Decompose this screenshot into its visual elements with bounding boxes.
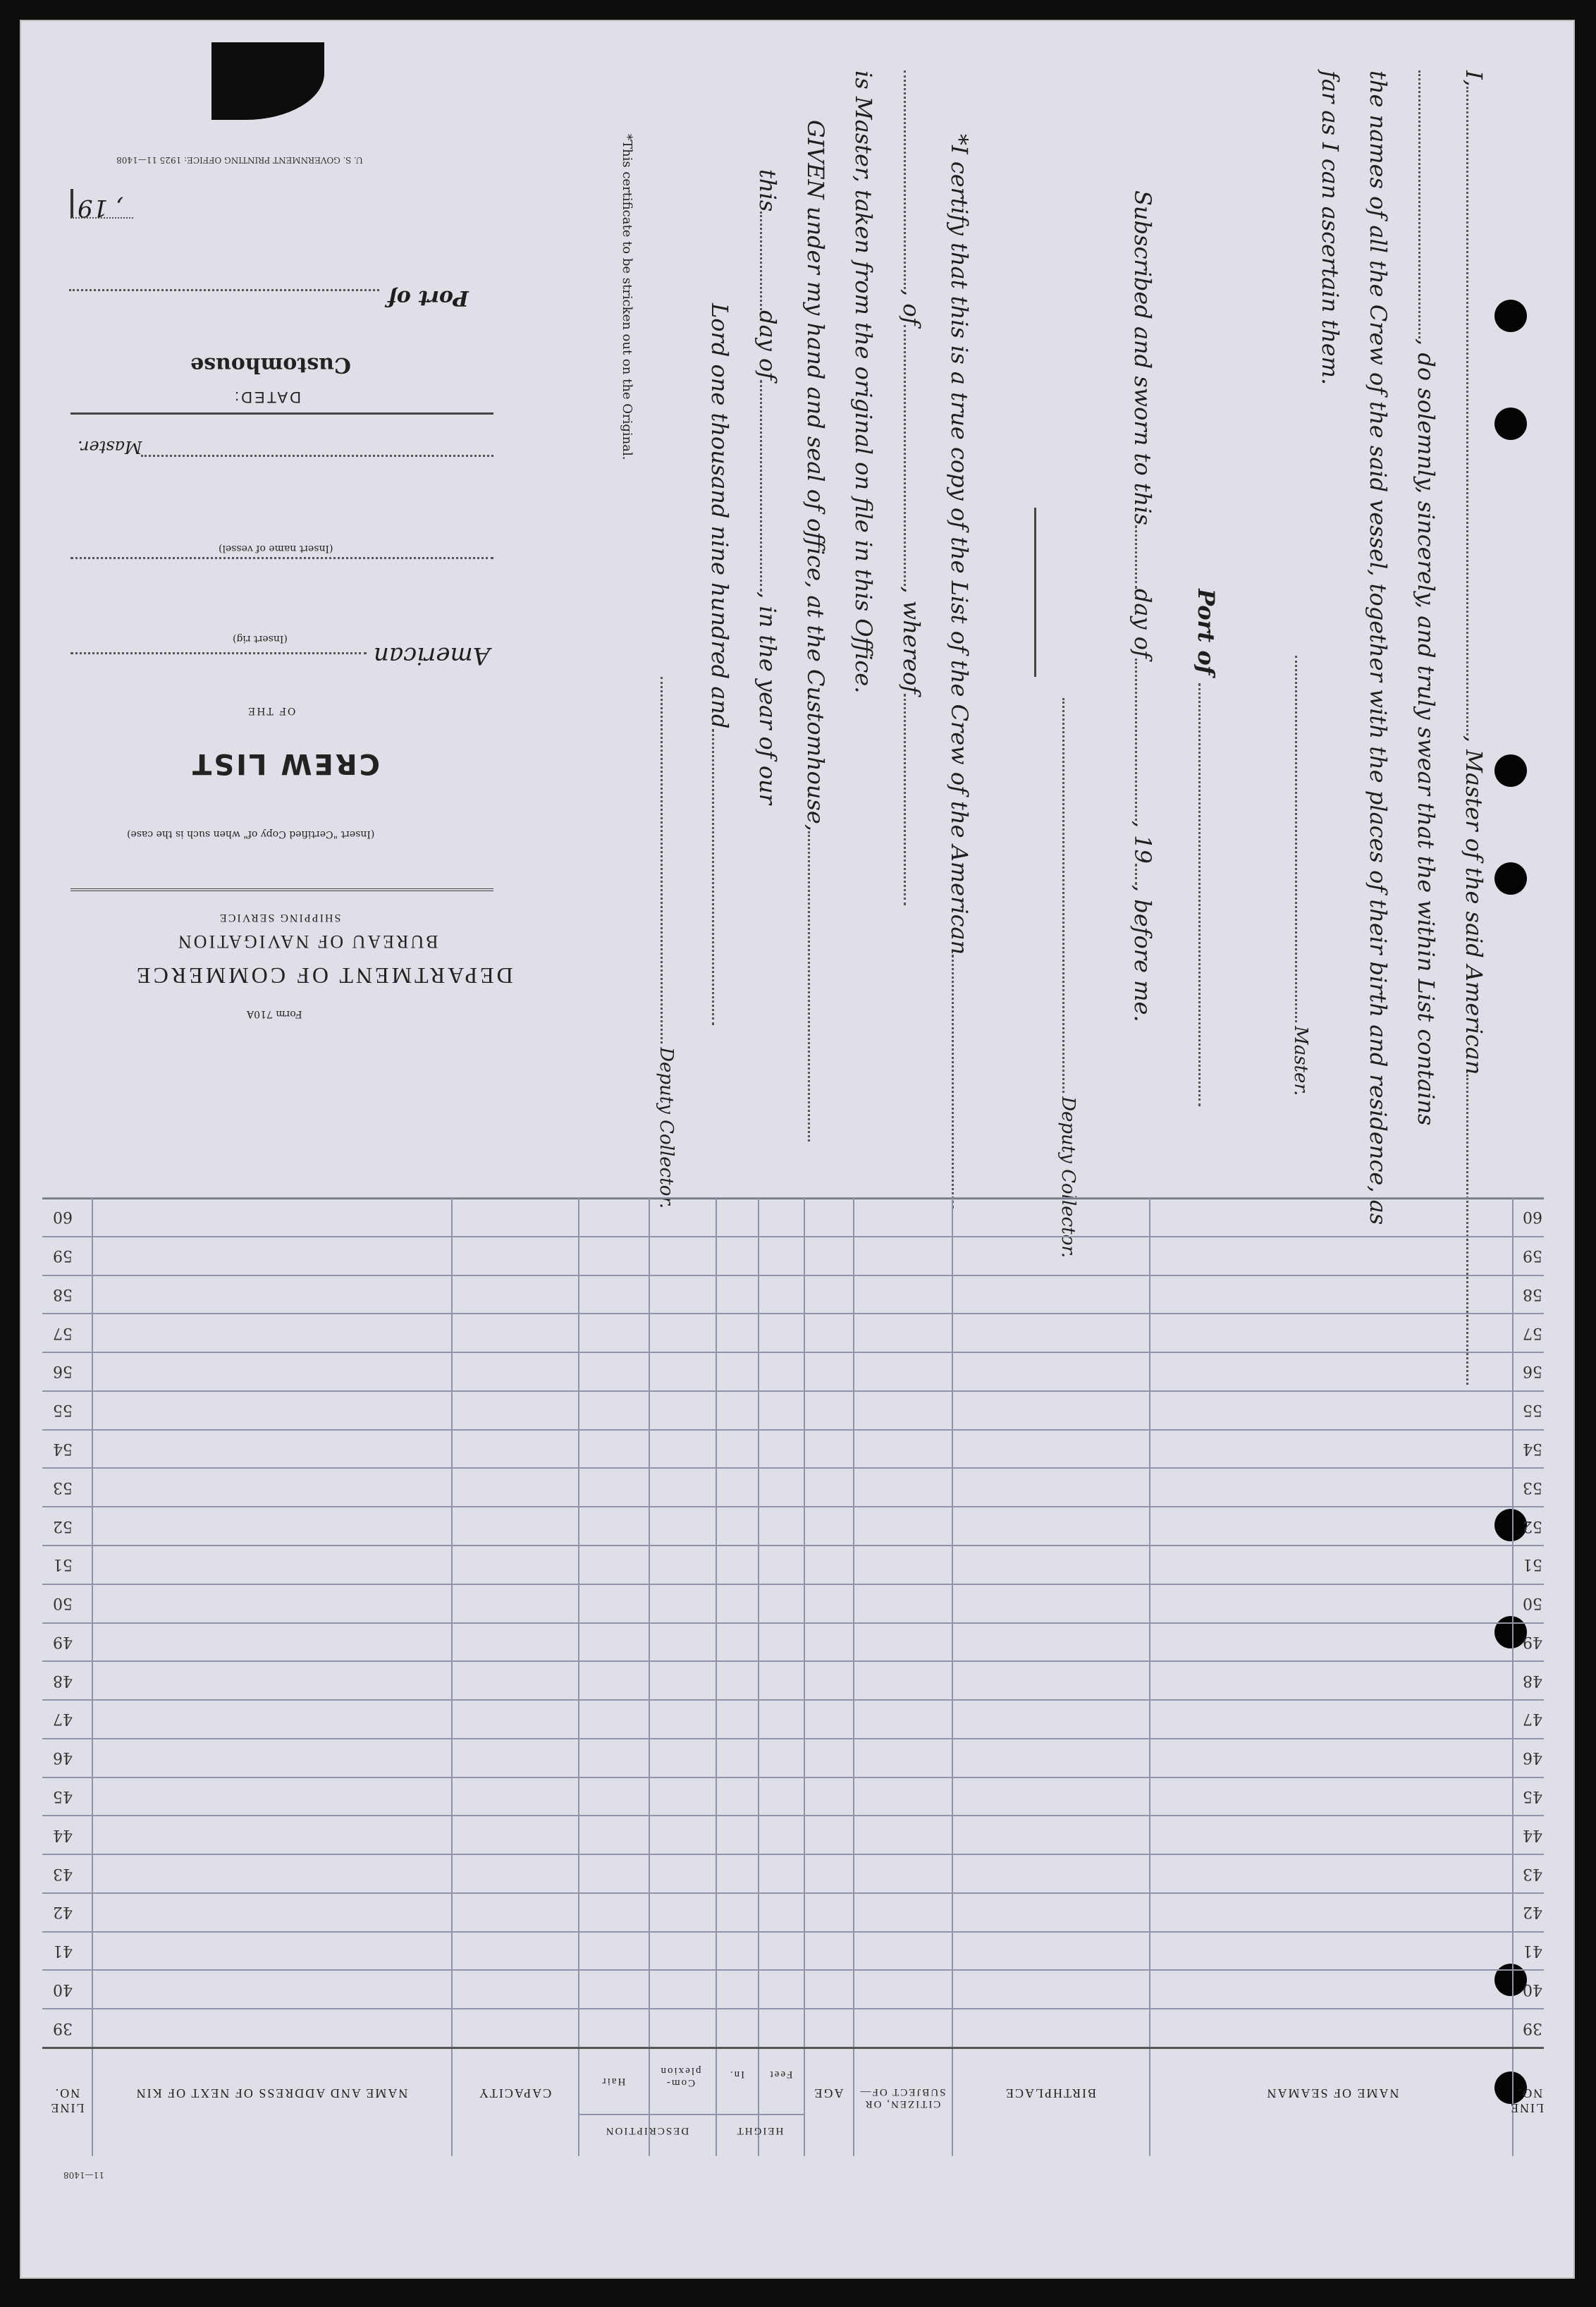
deputy-collector-2: Deputy Collector. bbox=[656, 1047, 677, 1209]
table-row-divider bbox=[42, 1699, 1544, 1701]
table-row-divider bbox=[42, 1815, 1544, 1816]
master-label: Master. bbox=[1290, 1026, 1311, 1096]
column-header-name: NAME OF SEAMAN bbox=[1265, 2086, 1399, 2100]
table-column-divider bbox=[451, 1197, 453, 2156]
column-header-next-of-kin: NAME AND ADDRESS OF NEXT OF KIN bbox=[135, 2086, 408, 2100]
given-text: GIVEN under my hand and seal of office, at the Customhouse, bbox=[802, 120, 829, 832]
footnote: *This certificate to be stricken out on the Original. bbox=[620, 134, 634, 460]
column-header-feet: Feet bbox=[768, 2069, 793, 2080]
line-number-left: 60 bbox=[53, 1208, 73, 1226]
port-of-oath bbox=[1193, 589, 1220, 1106]
year-of-our-text: , in the year of our bbox=[754, 592, 781, 804]
line-number-right: 57 bbox=[1523, 1323, 1542, 1342]
line-number-right: 55 bbox=[1523, 1401, 1542, 1419]
certify-text-1: *I certify that this is a true copy of the List of the Crew of the American bbox=[946, 134, 973, 955]
subscribed-line bbox=[1129, 190, 1156, 1022]
footer-code: 11—1408 bbox=[63, 2170, 104, 2180]
line-number-right: 51 bbox=[1523, 1555, 1542, 1574]
crew-list-title: CREW LIST bbox=[190, 747, 380, 780]
line-number-left: 58 bbox=[53, 1285, 73, 1303]
port-of-oath-label: Port of bbox=[1193, 589, 1220, 675]
certify-line-2 bbox=[898, 71, 925, 905]
deputy-collector-1: Deputy Collector. bbox=[1057, 1096, 1079, 1259]
line-number-left: 54 bbox=[53, 1440, 73, 1458]
line-number-right: 45 bbox=[1523, 1787, 1542, 1805]
line-number-right: 44 bbox=[1523, 1825, 1542, 1844]
column-header-line-no-right: LINE NO. bbox=[1509, 2086, 1544, 2115]
year-text: , 19 bbox=[1129, 820, 1156, 864]
line-number-left: 56 bbox=[53, 1362, 73, 1381]
line-number-left: 57 bbox=[53, 1323, 73, 1342]
table-column-divider bbox=[804, 1197, 805, 2156]
line-number-left: 53 bbox=[53, 1478, 73, 1496]
table-row-divider bbox=[42, 1738, 1544, 1739]
oath-line-1 bbox=[1461, 71, 1487, 1385]
oath-line-3 bbox=[1365, 71, 1392, 1225]
table-row-divider bbox=[42, 1197, 1544, 1199]
shipping-service: SHIPPING SERVICE bbox=[219, 912, 341, 924]
subscribed-text: Subscribed and sworn to this bbox=[1129, 190, 1156, 525]
punch-hole bbox=[1494, 862, 1527, 895]
divider-rule bbox=[1034, 508, 1036, 677]
line-number-left: 49 bbox=[53, 1632, 73, 1651]
deputy-signature-2 bbox=[656, 677, 677, 1208]
of-the: OF THE bbox=[247, 705, 296, 716]
department-name: DEPARTMENT OF COMMERCE bbox=[134, 963, 513, 989]
table-column-divider bbox=[649, 1197, 650, 2156]
line-number-left: 39 bbox=[53, 2019, 73, 2037]
master-back: Master. bbox=[78, 437, 142, 457]
column-header-hair: Hair bbox=[601, 2076, 626, 2087]
punch-hole bbox=[1494, 754, 1527, 787]
table-row-divider bbox=[42, 1275, 1544, 1276]
table-row-divider bbox=[42, 1584, 1544, 1585]
this-text: this bbox=[754, 169, 781, 212]
certify-line-6 bbox=[706, 303, 733, 1025]
table-row-divider bbox=[42, 1892, 1544, 1894]
table-column-divider bbox=[758, 1197, 759, 2156]
table-row-divider bbox=[42, 1352, 1544, 1353]
line-number-right: 50 bbox=[1523, 1594, 1542, 1613]
column-header-complexion: Com- plexion bbox=[659, 2065, 701, 2088]
american-back: American bbox=[374, 642, 491, 670]
column-header-inches: In. bbox=[728, 2069, 745, 2080]
column-header-age: AGE bbox=[813, 2086, 844, 2100]
line-number-left: 55 bbox=[53, 1401, 73, 1419]
customhouse-label: Customhouse bbox=[190, 353, 351, 377]
column-header-height: HEIGHT bbox=[735, 2125, 784, 2136]
table-column-divider bbox=[952, 1197, 953, 2156]
bureau-name: BUREAU OF NAVIGATION bbox=[176, 931, 438, 952]
column-header-capacity: CAPACITY bbox=[477, 2086, 552, 2100]
line-number-right: 46 bbox=[1523, 1749, 1542, 1767]
line-number-right: 47 bbox=[1523, 1710, 1542, 1728]
line-number-right: 59 bbox=[1523, 1247, 1542, 1265]
crew-list-sheet bbox=[20, 20, 1575, 2279]
form-number: Form 710A bbox=[247, 1008, 302, 1020]
table-row-divider bbox=[42, 1969, 1544, 1971]
column-header-birthplace: BIRTHPLACE bbox=[1005, 2086, 1096, 2100]
crew-table bbox=[42, 1197, 1544, 2180]
table-column-divider bbox=[716, 1197, 717, 2156]
certify-whereof: , whereof bbox=[898, 586, 925, 694]
line-number-right: 60 bbox=[1523, 1208, 1542, 1226]
line-number-right: 39 bbox=[1523, 2019, 1542, 2037]
line-number-right: 48 bbox=[1523, 1671, 1542, 1689]
line-number-left: 47 bbox=[53, 1710, 73, 1728]
line-number-right: 49 bbox=[1523, 1632, 1542, 1651]
table-row-divider bbox=[42, 1545, 1544, 1546]
table-column-divider bbox=[1149, 1197, 1150, 2156]
certify-of: , of bbox=[898, 289, 925, 326]
table-row-divider bbox=[42, 1467, 1544, 1469]
printing-office: U. S. GOVERNMENT PRINTING OFFICE: 1925 11—1408 bbox=[116, 155, 363, 165]
day-of-text-2: day of bbox=[754, 310, 781, 381]
line-number-left: 52 bbox=[53, 1517, 73, 1535]
title-rule bbox=[70, 888, 493, 894]
line-number-left: 46 bbox=[53, 1749, 73, 1767]
lord-text: Lord one thousand nine hundred and bbox=[706, 303, 733, 729]
certify-line-3 bbox=[850, 71, 877, 693]
insert-rig: (Insert rig) bbox=[233, 633, 288, 644]
oath-names: the names of all the Crew of the said vessel, together with the places of their birth and residence, as bbox=[1365, 71, 1392, 1225]
punch-hole bbox=[1494, 408, 1527, 440]
line-number-left: 43 bbox=[53, 1864, 73, 1883]
punch-hole bbox=[1494, 300, 1527, 332]
certify-line-5 bbox=[754, 169, 781, 804]
table-row-divider bbox=[42, 1506, 1544, 1507]
certify-text-3: is Master, taken from the original on file in this Office. bbox=[850, 71, 877, 694]
dated-rule bbox=[70, 412, 493, 415]
vessel-line bbox=[70, 557, 493, 559]
table-row-divider bbox=[42, 1390, 1544, 1392]
line-number-left: 45 bbox=[53, 1787, 73, 1805]
master-back-line bbox=[141, 455, 493, 457]
table-column-divider bbox=[1512, 1197, 1514, 2156]
line-number-right: 42 bbox=[1523, 1903, 1542, 1921]
table-row-divider bbox=[42, 1854, 1544, 1855]
table-row-divider bbox=[42, 1622, 1544, 1624]
line-number-right: 40 bbox=[1523, 1980, 1542, 1998]
column-header-line-no: LINE NO. bbox=[49, 2086, 85, 2115]
port-of-back: Port of bbox=[388, 286, 469, 310]
certified-note: (Insert "Certified Copy of" when such is the case) bbox=[127, 828, 375, 840]
line-number-left: 40 bbox=[53, 1980, 73, 1998]
line-number-right: 53 bbox=[1523, 1478, 1542, 1496]
column-header-description: DESCRIPTION bbox=[604, 2125, 689, 2136]
before-me-text: , before me. bbox=[1129, 884, 1156, 1022]
line-number-left: 44 bbox=[53, 1825, 73, 1844]
table-row-divider bbox=[42, 1429, 1544, 1431]
column-header-citizen: CITIZEN, OR SUBJECT OF— bbox=[859, 2086, 946, 2110]
line-number-left: 59 bbox=[53, 1247, 73, 1265]
deputy-signature-1 bbox=[1057, 698, 1079, 1258]
line-number-right: 52 bbox=[1523, 1517, 1542, 1535]
line-number-right: 43 bbox=[1523, 1864, 1542, 1883]
certify-line-4 bbox=[802, 120, 829, 1142]
insert-vessel: (Insert name of vessel) bbox=[219, 543, 333, 554]
line-number-left: 50 bbox=[53, 1594, 73, 1613]
oath-i: I, bbox=[1461, 71, 1487, 87]
table-column-divider bbox=[853, 1197, 854, 2156]
oath-line-2 bbox=[1413, 71, 1440, 1125]
line-number-left: 48 bbox=[53, 1671, 73, 1689]
line-number-right: 41 bbox=[1523, 1942, 1542, 1960]
year-19: , 19 bbox=[78, 194, 123, 222]
year-underline bbox=[70, 189, 133, 219]
line-number-left: 51 bbox=[53, 1555, 73, 1574]
port-line-back bbox=[69, 289, 379, 291]
certify-line-1 bbox=[946, 134, 973, 1208]
table-column-divider bbox=[92, 1197, 93, 2156]
oath-ascertain: far as I can ascertain them. bbox=[1317, 71, 1344, 386]
day-of-text: day of bbox=[1129, 588, 1156, 659]
dated-label: DATED: bbox=[233, 388, 302, 406]
line-number-right: 56 bbox=[1523, 1362, 1542, 1381]
line-number-left: 42 bbox=[53, 1903, 73, 1921]
table-column-divider bbox=[578, 1197, 579, 2156]
line-number-right: 54 bbox=[1523, 1440, 1542, 1458]
line-number-right: 58 bbox=[1523, 1285, 1542, 1303]
line-number-left: 41 bbox=[53, 1942, 73, 1960]
rig-line bbox=[70, 652, 367, 654]
table-row-divider bbox=[42, 2008, 1544, 2009]
torn-corner bbox=[211, 42, 324, 120]
table-row-divider bbox=[42, 1236, 1544, 1237]
oath-master-american: , Master of the said American bbox=[1461, 735, 1487, 1075]
table-row-divider bbox=[42, 1931, 1544, 1933]
master-signature-line bbox=[1290, 656, 1311, 1096]
table-row-divider bbox=[42, 1777, 1544, 1778]
table-row-divider bbox=[42, 1660, 1544, 1662]
oath-swear: , do solemnly, sincerely, and truly swear that the within List contains bbox=[1413, 338, 1440, 1126]
table-row-divider bbox=[42, 1313, 1544, 1314]
oath-line-4 bbox=[1317, 71, 1344, 385]
